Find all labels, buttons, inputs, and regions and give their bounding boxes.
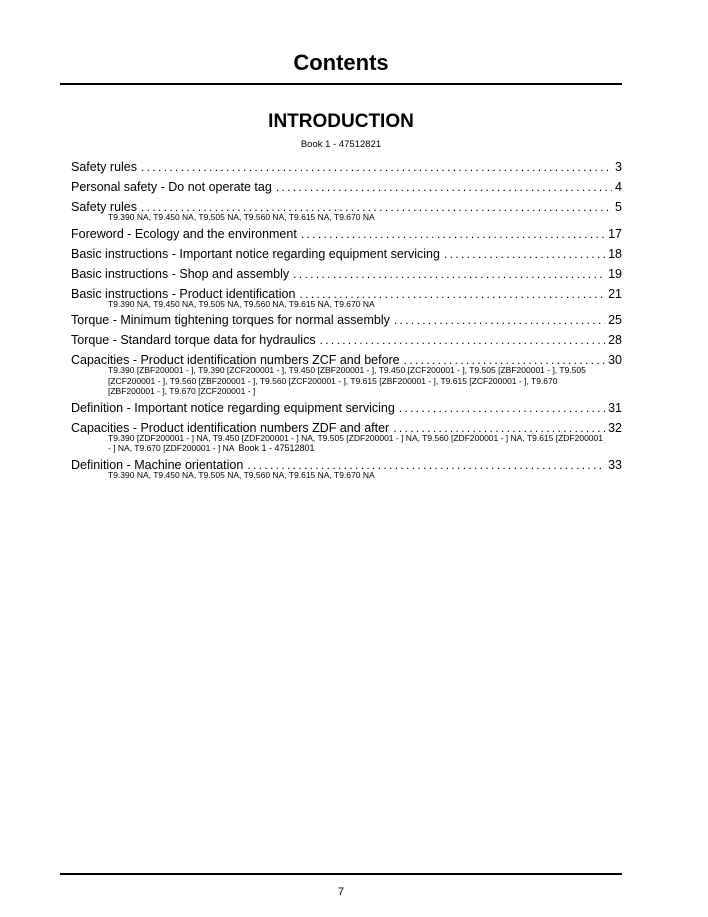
- toc-entry-title[interactable]: Personal safety - Do not operate tag: [71, 180, 272, 194]
- toc-entry[interactable]: [71, 245, 622, 265]
- toc-entry-models: T9.390 [ZDF200001 - ] NA, T9.450 [ZDF200001 - ] NA, T9.505 [ZDF200001 - ] NA, T9.560 [ZDF200001 - ] NA, T9.615 [ZDF200001 - ] NA, T9.670 [ZDF200001 - ] NA: [108, 432, 603, 453]
- toc-entry[interactable]: [71, 419, 622, 454]
- toc-entry[interactable]: [71, 265, 622, 285]
- toc-entry-title[interactable]: Definition - Machine orientation: [71, 457, 244, 472]
- toc-entry-title[interactable]: Basic instructions - Important notice regarding equipment servicing: [71, 246, 440, 261]
- toc-entry-line[interactable]: [71, 331, 622, 349]
- toc-entry-title[interactable]: Safety rules: [71, 160, 138, 174]
- top-divider: [60, 83, 622, 85]
- toc-entry-book-ref: Book 1 - 47512801: [238, 443, 315, 453]
- toc-entry-models: T9.390 [ZBF200001 - ], T9.390 [ZCF200001 - ], T9.450 [ZBF200001 - ], T9.450 [ZCF200001 - ], T9.505 [ZBF200001 - ], T9.505 [ZCF200001 - ], T9.560 [ZBF200001 - ], T9.560 [ZCF200001 - ], T9.615 [ZBF200001 - ], T9.615 [ZCF200001 - ], T9.670 [ZBF200001 - ], T9.670 [ZCF200001 - ]: [108, 365, 586, 396]
- toc-entry-line[interactable]: [71, 399, 622, 417]
- toc-entry-models: T9.390 NA, T9.450 NA, T9.505 NA, T9.560 NA, T9.615 NA, T9.670 NA: [108, 298, 375, 309]
- toc-entry[interactable]: [71, 225, 622, 245]
- toc-entry[interactable]: [71, 311, 622, 331]
- toc-entry[interactable]: [71, 351, 622, 397]
- toc-entry[interactable]: [71, 158, 622, 178]
- page-number: 7: [337, 886, 345, 898]
- toc-entry[interactable]: [71, 399, 622, 419]
- toc-entry-page[interactable]: 17: [608, 226, 622, 241]
- toc-entry-title[interactable]: Basic instructions - Shop and assembly: [71, 266, 290, 281]
- toc-entry-title[interactable]: Torque - Minimum tightening torques for normal assembly: [71, 313, 390, 327]
- toc-dot-leader: [301, 225, 605, 243]
- toc-entry-page[interactable]: 19: [608, 266, 622, 281]
- toc-entry-page[interactable]: 5: [615, 200, 622, 214]
- toc-entry[interactable]: [71, 178, 622, 198]
- toc-entry-models: T9.390 NA, T9.450 NA, T9.505 NA, T9.560 NA, T9.615 NA, T9.670 NA: [108, 469, 375, 480]
- toc-entry-page[interactable]: 32: [608, 420, 622, 435]
- toc-entry-page[interactable]: 31: [608, 400, 622, 415]
- toc-entry-applicability: [108, 433, 603, 454]
- toc-entry-title[interactable]: Foreword - Ecology and the environment: [71, 226, 297, 241]
- toc-entry-line[interactable]: [71, 265, 622, 283]
- toc-entry-models: T9.390 NA, T9.450 NA, T9.505 NA, T9.560 NA, T9.615 NA, T9.670 NA: [108, 212, 375, 222]
- toc-entry[interactable]: [71, 285, 622, 310]
- toc-dot-leader: [399, 399, 605, 417]
- page-title: Contents: [293, 50, 389, 75]
- toc-entry-applicability: [108, 365, 603, 397]
- toc-dot-leader: [276, 178, 612, 196]
- book-reference: Book 1 - 47512821: [300, 139, 382, 150]
- toc-dot-leader: [320, 331, 606, 349]
- table-of-contents: [71, 158, 622, 482]
- toc-entry-page[interactable]: 30: [608, 353, 622, 367]
- toc-entry-title[interactable]: Basic instructions - Product identification: [71, 286, 296, 301]
- toc-entry-page[interactable]: 3: [615, 160, 622, 174]
- section-title: INTRODUCTION: [268, 111, 414, 132]
- toc-entry-page[interactable]: 28: [608, 333, 622, 347]
- toc-entry-page[interactable]: 4: [615, 180, 622, 194]
- toc-entry-title[interactable]: Safety rules: [71, 200, 138, 214]
- toc-entry-title[interactable]: Capacities - Product identification numbers ZCF and before: [71, 353, 400, 367]
- toc-dot-leader: [444, 245, 605, 263]
- toc-dot-leader: [293, 265, 605, 283]
- toc-entry[interactable]: [71, 198, 622, 223]
- toc-entry[interactable]: [71, 456, 622, 481]
- toc-entry-line[interactable]: [71, 311, 622, 329]
- toc-entry-line[interactable]: [71, 245, 622, 263]
- toc-entry-line[interactable]: [71, 178, 622, 196]
- toc-dot-leader: [141, 158, 612, 176]
- bottom-divider: [60, 873, 622, 875]
- toc-entry-title[interactable]: Definition - Important notice regarding equipment servicing: [71, 400, 395, 415]
- toc-entry-page[interactable]: 25: [608, 313, 622, 327]
- toc-entry-title[interactable]: Torque - Standard torque data for hydraulics: [71, 333, 316, 347]
- toc-dot-leader: [394, 311, 605, 329]
- toc-entry-title[interactable]: Capacities - Product identification numbers ZDF and after: [71, 420, 390, 435]
- toc-entry-page[interactable]: 18: [608, 246, 622, 261]
- toc-entry-line[interactable]: [71, 225, 622, 243]
- toc-entry-page[interactable]: 21: [608, 286, 622, 301]
- toc-entry[interactable]: [71, 331, 622, 351]
- toc-entry-page[interactable]: 33: [608, 457, 622, 472]
- toc-entry-line[interactable]: [71, 158, 622, 176]
